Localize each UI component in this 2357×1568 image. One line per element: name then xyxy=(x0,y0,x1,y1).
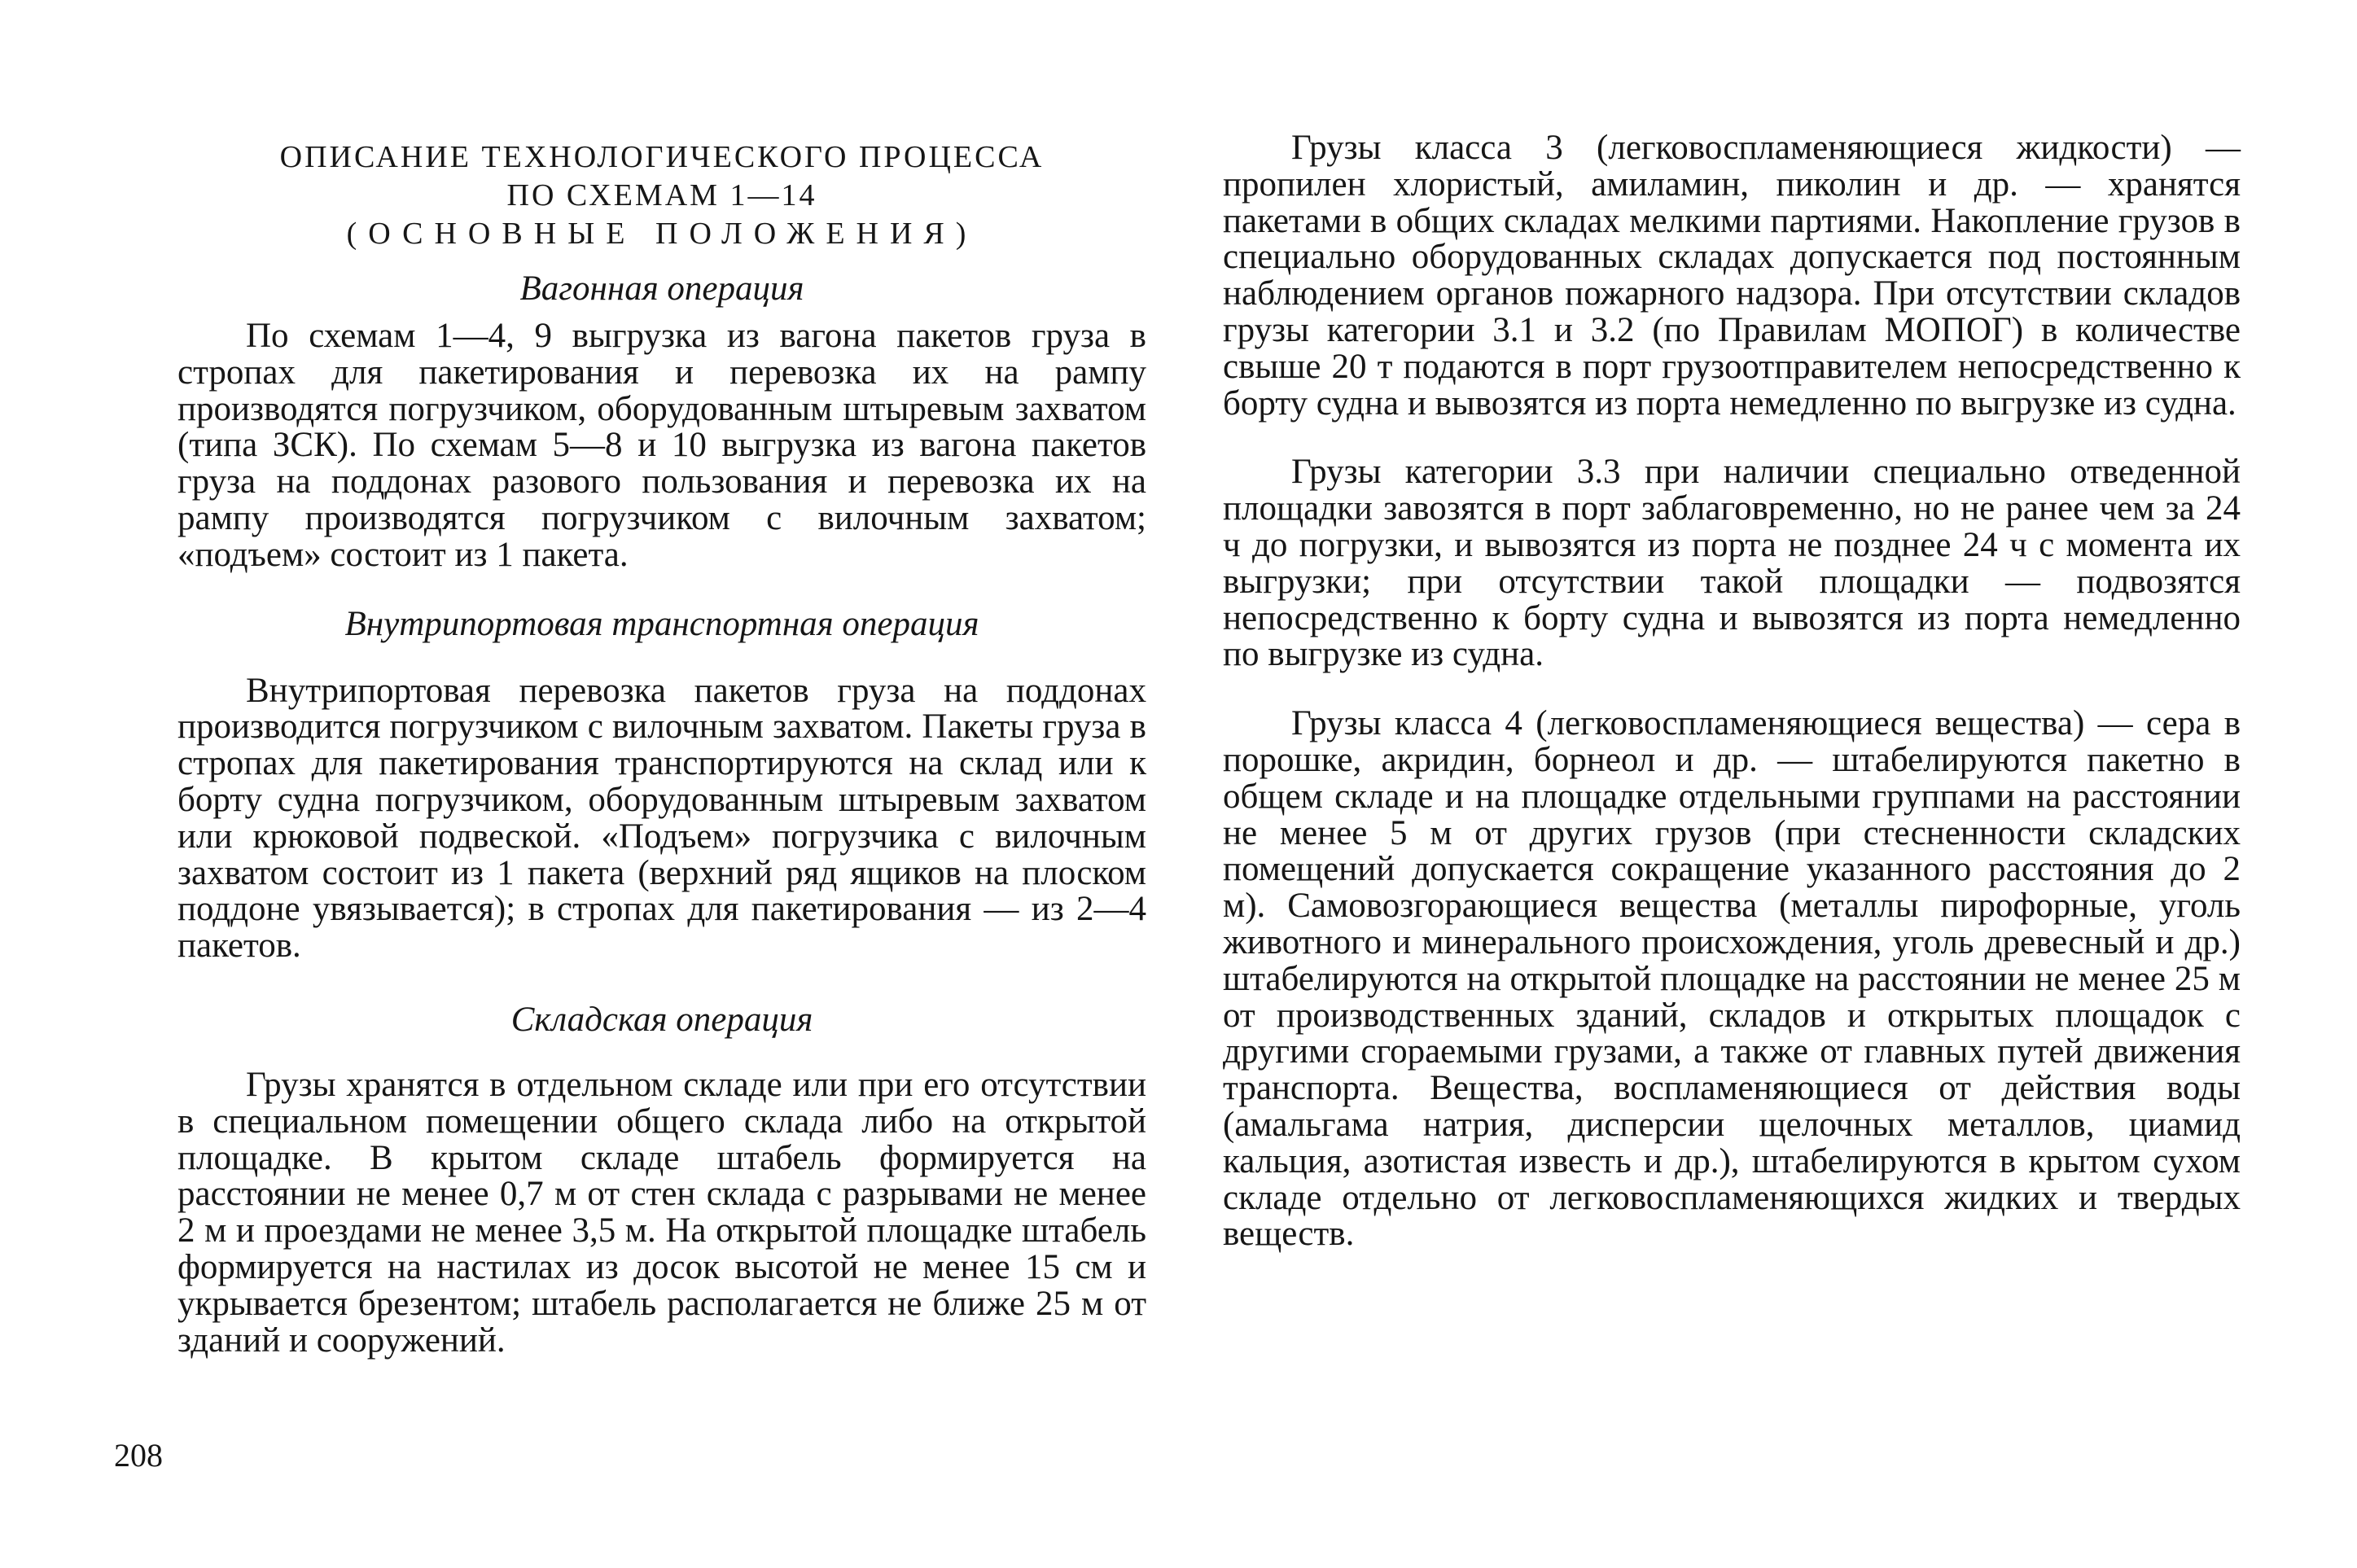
heading-wagon-operation: Вагонная операция xyxy=(519,269,804,308)
left-column xyxy=(177,130,1146,1359)
paragraph-intraport-operation: Внутрипортовая перевозка пакетов груза на поддонах производится погрузчиком с вилочным захватом. Пакеты груза в стропах для пакетирования транспортируются на склад или к борту судна погрузчиком, оборудованным штыревым захватом или крюковой подвеской. «Подъем» погрузчика с вилочным захватом состоит из 1 пакета (верхний ряд ящиков на плоском поддоне увязывается); в стропах для пакетирования — из 2—4 пакетов. xyxy=(177,671,1146,966)
title-line-2: ПО СХЕМАМ 1—14 xyxy=(506,178,817,212)
paragraph-class-3: Грузы класса 3 (легковоспламеняющиеся жидкости) — пропилен хлористый, амиламин, пиколин и др. — хранятся пакетами в общих складах мелкими партиями. Накопление грузов в специально оборудованных складах допускается под постоянным наблюдением органов пожарного надзора. При отсутствии складов грузы категории 3.1 и 3.2 (по Правилам МОПОГ) в количестве свыше 20 т подаются в порт грузоотправителем непосредственно к борту судна и вывозятся из порта немедленно по выгрузке из судна. xyxy=(1223,129,2241,423)
document-title xyxy=(177,138,1146,253)
title-line-3: (ОСНОВНЫЕ ПОЛОЖЕНИЯ) xyxy=(346,217,978,251)
heading-intraport-operation: Внутрипортовая транспортная операция xyxy=(344,604,979,643)
paragraph-category-3-3: Грузы категории 3.3 при наличии специально отведенной площадки завозятся в порт заблаговременно, но не ранее чем за 24 ч до погрузки, и вывозятся из порта не позднее 24 ч с момента их выгрузки; при отсутствии такой площадки — подвозятся непосредственно к борту судна и вывозятся из порта немедленно по выгрузке из судна. xyxy=(1223,453,2241,674)
right-column xyxy=(1223,130,2241,1253)
title-line-1: ОПИСАНИЕ ТЕХНОЛОГИЧЕСКОГО ПРОЦЕССА xyxy=(279,140,1045,174)
page-number: 208 xyxy=(114,1437,163,1474)
paragraph-storage-operation: Грузы хранятся в отдельном складе или при его отсутствии в специальном помещении общего склада либо на открытой площадке. В крытом складе штабель формируется на расстоянии не менее 0,7 м от стен склада с разрывами не менее 2 м и проездами не менее 3,5 м. На открытой площадке штабель формируется на настилах из досок высотой не менее 15 см и укрывается брезентом; штабель располагается не ближе 25 м от зданий и сооружений. xyxy=(177,1065,1146,1360)
heading-storage-operation: Складская операция xyxy=(510,1000,813,1039)
paragraph-wagon-operation: По схемам 1—4, 9 выгрузка из вагона пакетов груза в стропах для пакетирования и перевозка их на рампу производятся погрузчиком, оборудованным штыревым захватом (типа ЗСК). По схемам 5—8 и 10 выгрузка из вагона пакетов груза на поддонах разового пользования и перевозка их на рампу производятся погрузчиком с вилочным захватом; «подъем» состоит из 1 пакета. xyxy=(177,317,1146,574)
paragraph-class-4: Грузы класса 4 (легковоспламеняющиеся вещества) — сера в порошке, акридин, борнеол и др. — штабелируются пакетно в общем складе и на площадке отдельными группами на расстоянии не менее 5 м от других грузов (при стесненности складских помещений допускается сокращение указанного расстояния до 2 м). Самовозгорающиеся вещества (металлы пирофорные, уголь животного и минерального происхождения, уголь древесный и др.) штабелируются на открытой площадке на расстоянии не менее 25 м от производственных зданий, складов и открытых площадок с другими сгораемыми грузами, а также от главных путей движения транспорта. Вещества, воспламеняющиеся от действия воды (амальгама натрия, дисперсии щелочных металлов, циамид кальция, азотистая известь и др.), штабелируются в крытом сухом складе отдельно от легковоспламеняющихся жидких и твердых веществ. xyxy=(1223,704,2241,1254)
